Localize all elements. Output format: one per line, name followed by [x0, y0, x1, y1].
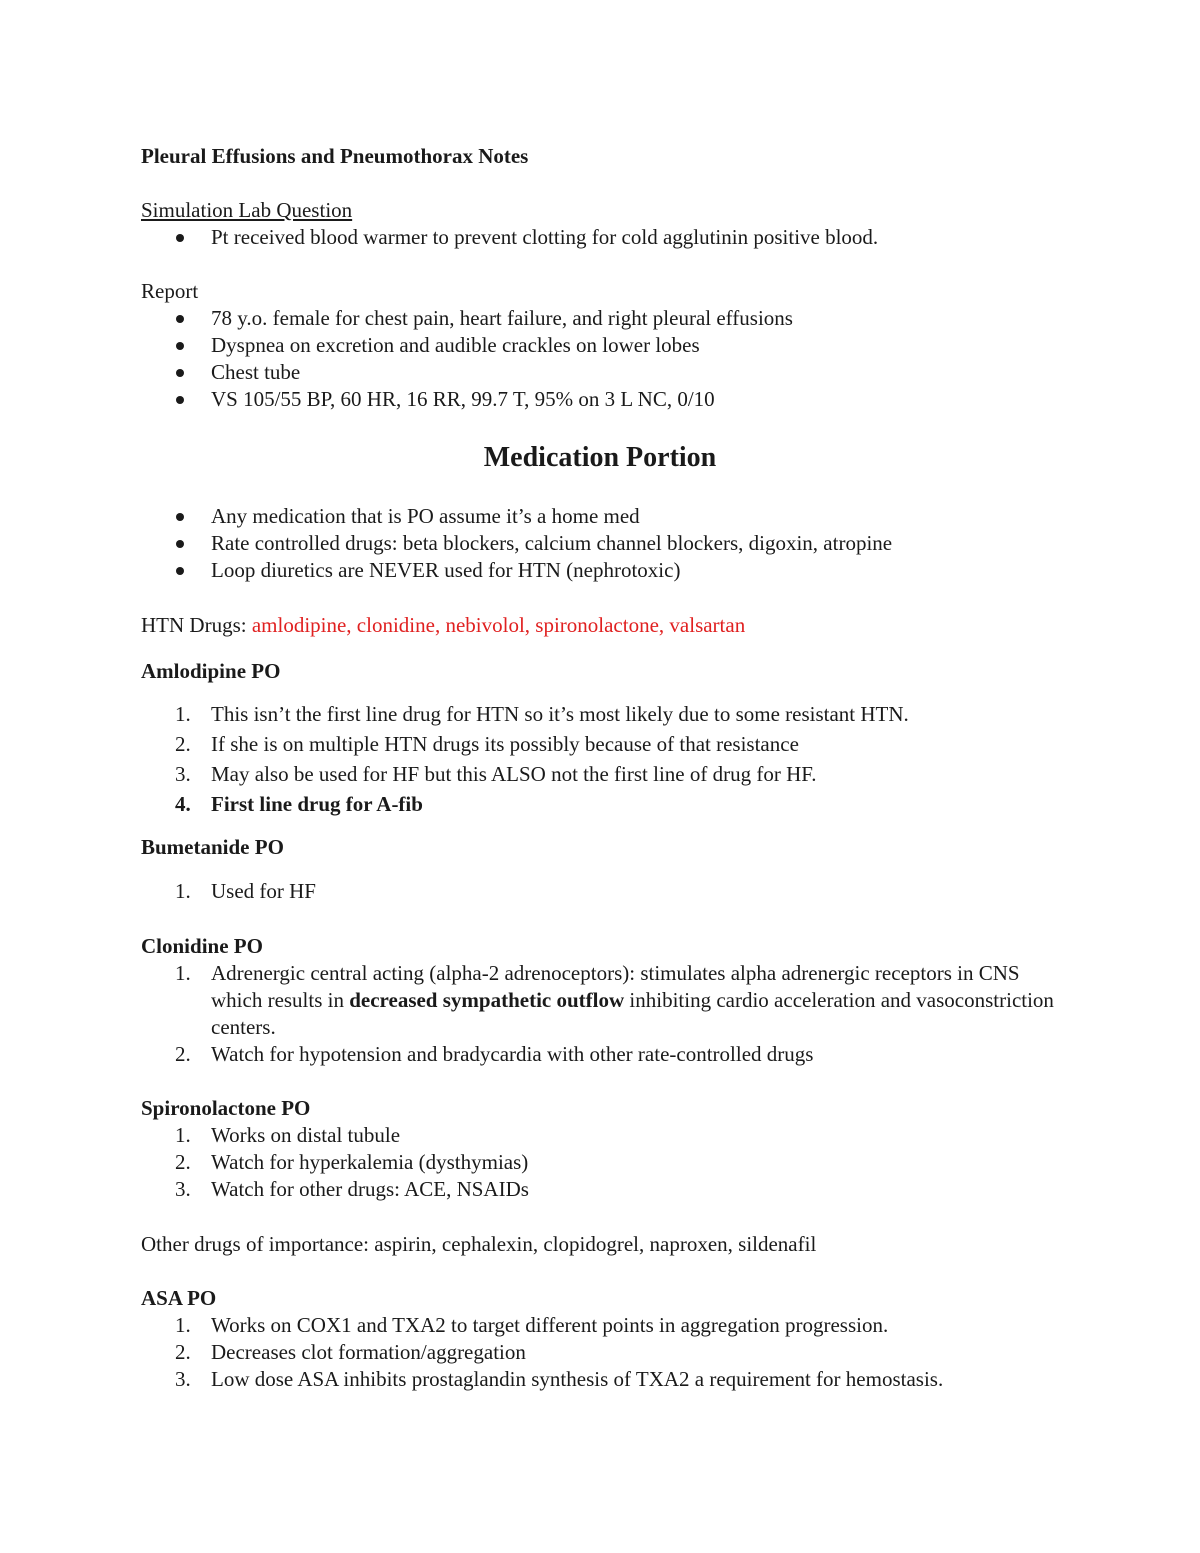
document-title: Pleural Effusions and Pneumothorax Notes — [141, 144, 529, 168]
list-item: Any medication that is PO assume it’s a home med — [141, 503, 1061, 530]
simulation-list — [141, 224, 1061, 251]
bumetanide-heading: Bumetanide PO — [141, 835, 284, 859]
medication-list — [141, 503, 1061, 584]
clonidine-heading: Clonidine PO — [141, 934, 263, 958]
htn-drugs-list: amlodipine, clonidine, nebivolol, spironolactone, valsartan — [251, 613, 746, 637]
bumetanide-list — [141, 878, 1061, 905]
bullet-icon — [176, 567, 184, 575]
asa-heading: ASA PO — [141, 1286, 217, 1310]
clonidine-list — [141, 960, 1061, 1068]
bullet-icon — [176, 342, 184, 350]
report-list — [141, 305, 1061, 413]
list-item: 1. Works on COX1 and TXA2 to target different points in aggregation progression. — [175, 1313, 889, 1337]
list-item: 1. Adrenergic central acting (alpha-2 adrenoceptors): stimulates alpha adrenergic receptors in CNS which results in decreased sympathetic outflow inhibiting cardio acceleration and vasoconstriction centers. — [175, 961, 1054, 1039]
spironolactone-heading: Spironolactone PO — [141, 1096, 311, 1120]
list-item: 2. Watch for hyperkalemia (dysthymias) — [175, 1150, 529, 1174]
emphasis-text: decreased sympathetic outflow — [349, 988, 625, 1012]
htn-drugs-label: HTN Drugs: — [141, 613, 252, 637]
list-item: 3. May also be used for HF but this ALSO not the first line of drug for HF. — [175, 762, 817, 786]
list-item: Dyspnea on excretion and audible crackles on lower lobes — [141, 332, 1061, 359]
amlodipine-list — [141, 701, 1061, 818]
list-item: 2. Watch for hypotension and bradycardia with other rate-controlled drugs — [175, 1042, 814, 1066]
amlodipine-heading: Amlodipine PO — [141, 659, 281, 683]
report-heading: Report — [141, 279, 199, 303]
list-item: Pt received blood warmer to prevent clotting for cold agglutinin positive blood. — [141, 224, 1061, 251]
htn-drugs-line — [141, 612, 745, 639]
list-item: 2. If she is on multiple HTN drugs its possibly because of that resistance — [175, 732, 799, 756]
list-item: Chest tube — [141, 359, 1061, 386]
bullet-icon — [176, 513, 184, 521]
bullet-icon — [176, 234, 184, 242]
list-item: 4. First line drug for A-fib — [175, 792, 423, 816]
spironolactone-list — [141, 1122, 1061, 1203]
other-drugs-line: Other drugs of importance: aspirin, cephalexin, clopidogrel, naproxen, sildenafil — [141, 1232, 817, 1256]
list-item: 3. Low dose ASA inhibits prostaglandin synthesis of TXA2 a requirement for hemostasis. — [175, 1367, 944, 1391]
bullet-icon — [176, 396, 184, 404]
bullet-icon — [176, 369, 184, 377]
bullet-icon — [176, 540, 184, 548]
list-item: 3. Watch for other drugs: ACE, NSAIDs — [175, 1177, 529, 1201]
medication-heading: Medication Portion — [483, 442, 717, 473]
list-item: 1. Used for HF — [175, 879, 316, 903]
asa-list — [141, 1312, 1061, 1393]
simulation-heading: Simulation Lab Question — [141, 198, 353, 222]
list-item: VS 105/55 BP, 60 HR, 16 RR, 99.7 T, 95% on 3 L NC, 0/10 — [141, 386, 1061, 413]
list-item: Rate controlled drugs: beta blockers, calcium channel blockers, digoxin, atropine — [141, 530, 1061, 557]
list-item: 1. This isn’t the first line drug for HTN so it’s most likely due to some resistant HTN. — [175, 702, 909, 726]
list-item: 1. Works on distal tubule — [175, 1123, 401, 1147]
list-item: Loop diuretics are NEVER used for HTN (nephrotoxic) — [141, 557, 1061, 584]
list-item: 2. Decreases clot formation/aggregation — [175, 1340, 526, 1364]
list-item: 78 y.o. female for chest pain, heart failure, and right pleural effusions — [141, 305, 1061, 332]
bullet-icon — [176, 315, 184, 323]
